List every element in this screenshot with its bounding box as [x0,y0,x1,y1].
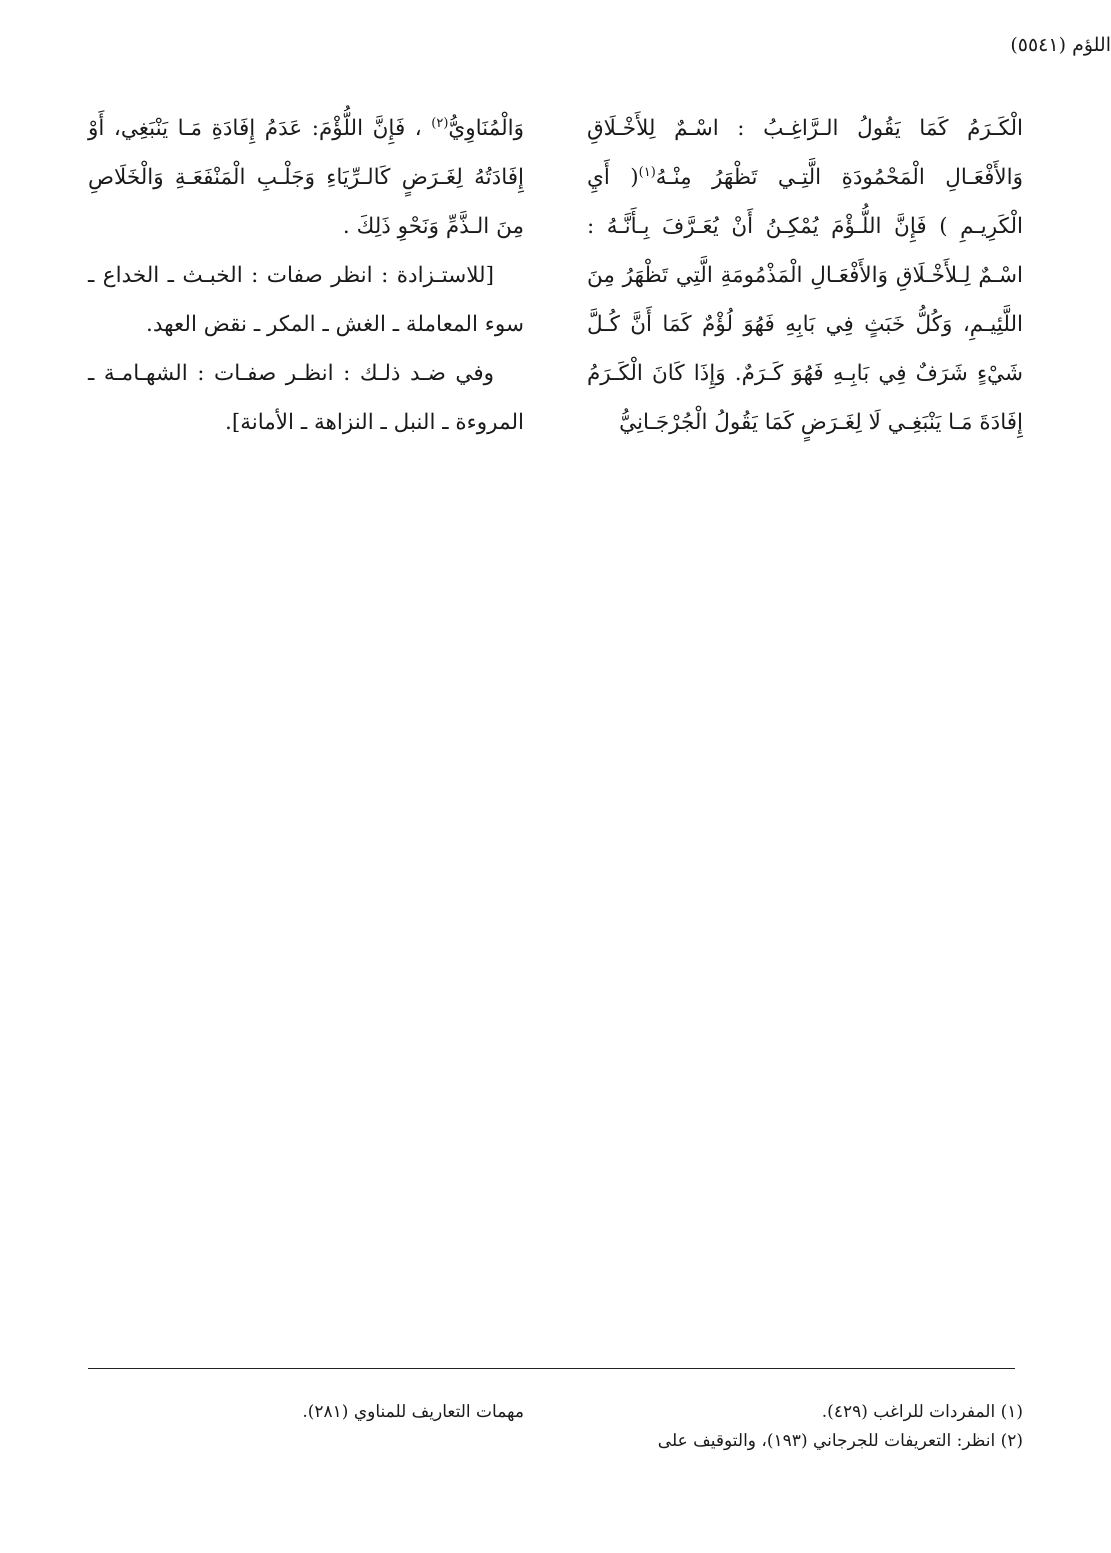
right-column-paragraph [587,104,1023,447]
right-column [587,104,1023,447]
opposites-paragraph: وفي ضـد ذلـك : انظـر صفـات : الشهـامـة ـ المروءة ـ النبل ـ النزاهة ـ الأمانة]. [88,361,524,435]
header-title: اللؤم [1072,34,1111,56]
see-also-paragraph: [للاستـزادة : انظر صفات : الخبـث ـ الخداع ـ سوء المعاملة ـ الغش ـ المكر ـ نقض العهد. [88,263,524,337]
footnote-separator [88,1368,1015,1369]
footnote-1: (١) المفردات للراغب (٤٢٩). [821,1402,1023,1422]
running-header [91,34,1111,56]
header-number: (٥٥٤١) [1010,34,1067,56]
footnote-2: (٢) انظر: التعريفات للجرجاني (١٩٣)، والتوقيف على [657,1431,1023,1451]
footnote-ref-2: (٢) [431,115,449,131]
footnote-2-continued: مهمات التعاريف للمناوي (٢٨١). [302,1402,524,1422]
right-paragraph-text-start: الْكَـرَمُ كَمَا يَقُولُ الـرَّاغِـبُ : اسْـمٌ لِلأَخْـلَاقِ وَالأَفْعَـالِ الْمَحْمُودَةِ الَّتِـي تَظْهَرُ مِنْـهُ [587,116,1023,190]
left-paragraph-text-end: ، فَإِنَّ اللُّؤْمَ: عَدَمُ إِفَادَةِ مَـا يَنْبَغِي، أَوْ إِفَادَتُهُ لِغَـرَضٍ كَالـرِّيَاءِ وَجَلْـبِ الْمَنْفَعَـةِ وَالْخَلَاصِ مِنَ الـذَّمِّ وَنَحْوِ ذَلِكَ . [88,116,524,239]
left-column-paragraph-1 [88,104,524,251]
left-paragraph-text-start: وَالْمُنَاوِيُّ [448,116,524,141]
footnote-ref-1: (١) [638,164,656,180]
left-column [88,104,524,447]
right-paragraph-text-end: ( أَيِ الْكَرِيـمِ ) فَإِنَّ اللُّـؤْمَ يُمْكِـنُ أَنْ يُعَـرَّفَ بِـأَنَّـهُ : اسْـمٌ لِـلأَخْـلَاقِ وَالأَفْعَـالِ الْمَذْمُومَةِ الَّتِي تَظْهَرُ مِنَ اللَّئِيـمِ، وَكُلُّ خَبَثٍ فِي بَابِهِ فَهُوَ لُؤْمٌ كَمَا أَنَّ كُـلَّ شَيْءٍ شَرَفٌ فِي بَابِـهِ فَهُوَ كَـرَمٌ. وَإِذَا كَانَ الْكَـرَمُ إِفَادَةَ مَـا يَنْبَغِـي لَا لِغَـرَضٍ كَمَا يَقُولُ الْجُرْجَـانِيُّ [587,165,1023,435]
footnotes [593,1398,1023,1456]
